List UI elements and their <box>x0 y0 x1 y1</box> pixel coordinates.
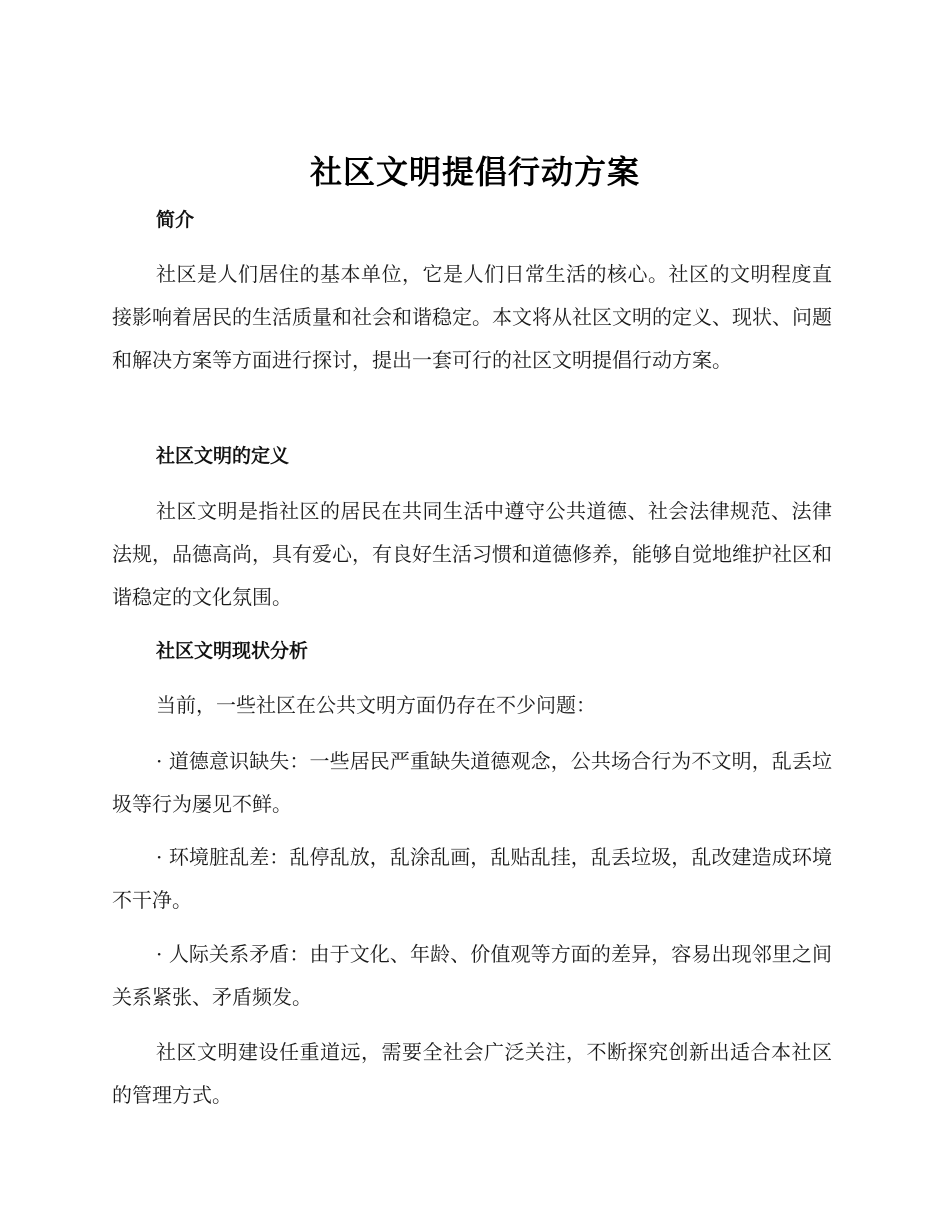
bullet-item: · 道德意识缺失：一些居民严重缺失道德观念，公共场合行为不文明，乱丢垃圾等行为屡见不鲜。 <box>112 749 832 816</box>
document-title: 社区文明提倡行动方案 <box>309 153 640 191</box>
section-heading-intro: 简介 <box>156 209 195 231</box>
paragraph-intro: 社区是人们居住的基本单位，它是人们日常生活的核心。社区的文明程度直接影响着居民的生活质量和社会和谐稳定。本文将从社区文明的定义、现状、问题和解决方案等方面进行探讨，提出一套可行的社区文明提倡行动方案。 <box>112 262 832 372</box>
paragraph-status-closing: 社区文明建设任重道远，需要全社会广泛关注，不断探究创新出适合本社区的管理方式。 <box>112 1040 832 1107</box>
section-heading-definition: 社区文明的定义 <box>156 445 290 467</box>
bullet-item: · 人际关系矛盾：由于文化、年龄、价值观等方面的差异，容易出现邻里之间关系紧张、矛盾频发。 <box>112 942 832 1009</box>
bullet-item: · 环境脏乱差：乱停乱放，乱涂乱画，乱贴乱挂，乱丢垃圾，乱改建造成环境不干净。 <box>112 845 832 912</box>
paragraph-status-lead: 当前，一些社区在公共文明方面仍存在不少问题： <box>156 693 596 717</box>
paragraph-definition: 社区文明是指社区的居民在共同生活中遵守公共道德、社会法律规范、法律法规，品德高尚，具有爱心，有良好生活习惯和道德修养，能够自觉地维护社区和谐稳定的文化氛围。 <box>112 499 832 609</box>
section-heading-status: 社区文明现状分析 <box>156 640 309 662</box>
